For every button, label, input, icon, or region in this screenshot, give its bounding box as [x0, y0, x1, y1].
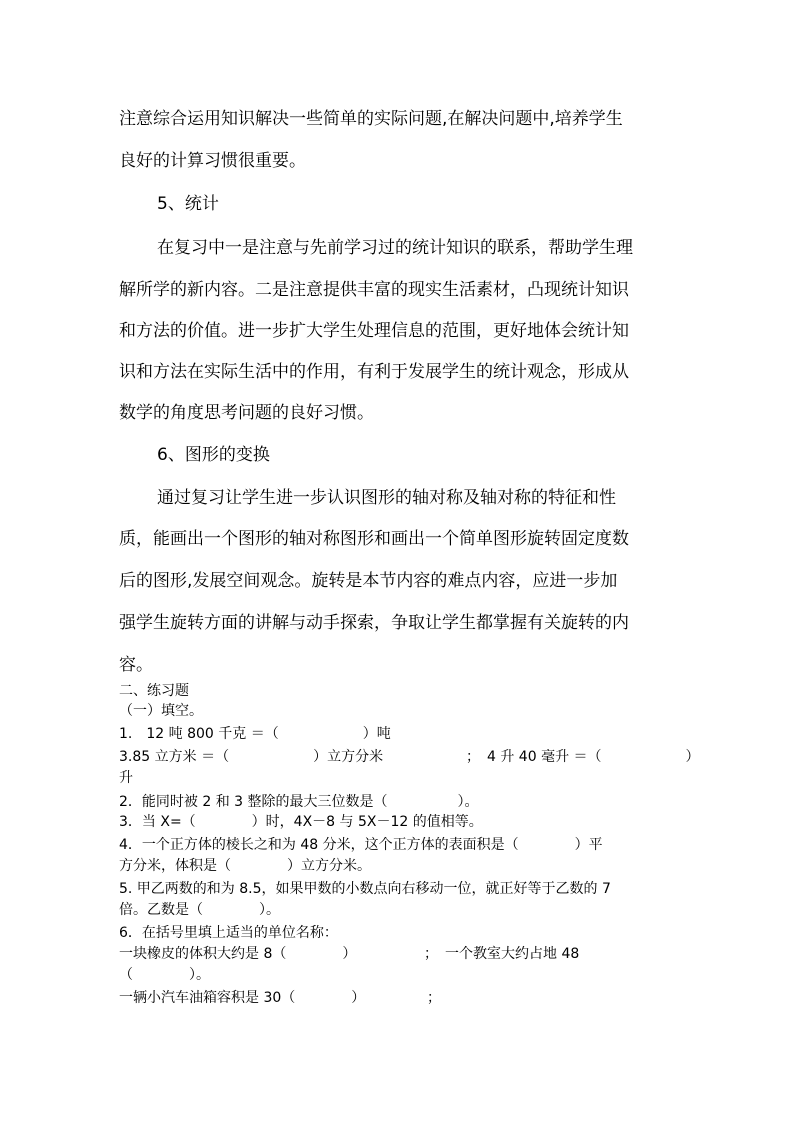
section-heading: 5、统计 [157, 194, 219, 214]
section-heading: 6、图形的变换 [157, 445, 270, 465]
paragraph-line: 后的图形,发展空间观念。旋转是本节内容的难点内容，应进一步加 [119, 571, 618, 591]
paragraph-line: 强学生旋转方面的讲解与动手探索，争取让学生都掌握有关旋转的内 [119, 613, 629, 633]
question-5a: 5. 甲乙两数的和为 8.5，如果甲数的小数点向右移动一位，就正好等于乙数的 7 [119, 881, 611, 897]
question-6a-left: 一块橡皮的体积大约是 8（ ） [119, 946, 357, 962]
paragraph-line: 在复习中一是注意与先前学习过的统计知识的联系，帮助学生理 [157, 238, 633, 258]
question-2: 2．能同时被 2 和 3 整除的最大三位数是（ ）。 [119, 794, 479, 810]
question-6c-left: 一辆小汽车油箱容积是 30（ ） [119, 990, 366, 1006]
question-6b: （ ）。 [119, 967, 210, 983]
question-4b: 方分米，体积是（ ）立方分米。 [119, 858, 371, 874]
question-6a-right: ； 一个教室大约占地 48 [424, 946, 580, 962]
question-6: 6．在括号里填上适当的单位名称： [119, 925, 338, 941]
exercise-subtitle: （一）填空。 [119, 703, 203, 719]
question-1c: 升 [119, 770, 133, 786]
question-3: 3．当 X=（ ）时，4X－8 与 5X－12 的值相等。 [119, 814, 483, 830]
paragraph-line: 质，能画出一个图形的轴对称图形和画出一个简单图形旋转固定度数 [119, 529, 629, 549]
paragraph-line: 和方法的价值。进一步扩大学生处理信息的范围，更好地体会统计知 [119, 321, 629, 341]
question-5b: 倍。乙数是（ ）。 [119, 902, 280, 918]
question-4a: 4．一个正方体的棱长之和为 48 分米，这个正方体的表面积是（ ）平 [119, 837, 603, 853]
paragraph-line: 识和方法在实际生活中的作用，有利于发展学生的统计观念，形成从 [119, 362, 629, 382]
paragraph-line: 解所学的新内容。二是注意提供丰富的现实生活素材，凸现统计知识 [119, 280, 629, 300]
exercise-title: 二、练习题 [119, 683, 189, 699]
paragraph-line: 良好的计算习惯很重要。 [119, 151, 306, 171]
question-1a: 1. 12 吨 800 千克 ＝（ ）吨 [119, 726, 391, 742]
paragraph-line: 注意综合运用知识解决一些简单的实际问题,在解决问题中,培养学生 [119, 109, 623, 129]
paragraph-line: 数学的角度思考问题的良好习惯。 [119, 403, 374, 423]
question-1b-left: 3.85 立方米 ＝（ ）立方分米 [119, 749, 384, 765]
question-6c-right: ； [427, 990, 441, 1006]
paragraph-line: 通过复习让学生进一步认识图形的轴对称及轴对称的特征和性 [157, 488, 616, 508]
paragraph-line: 容。 [119, 655, 153, 675]
question-1b-right: ； 4 升 40 毫升 ＝（ ） [466, 749, 700, 765]
